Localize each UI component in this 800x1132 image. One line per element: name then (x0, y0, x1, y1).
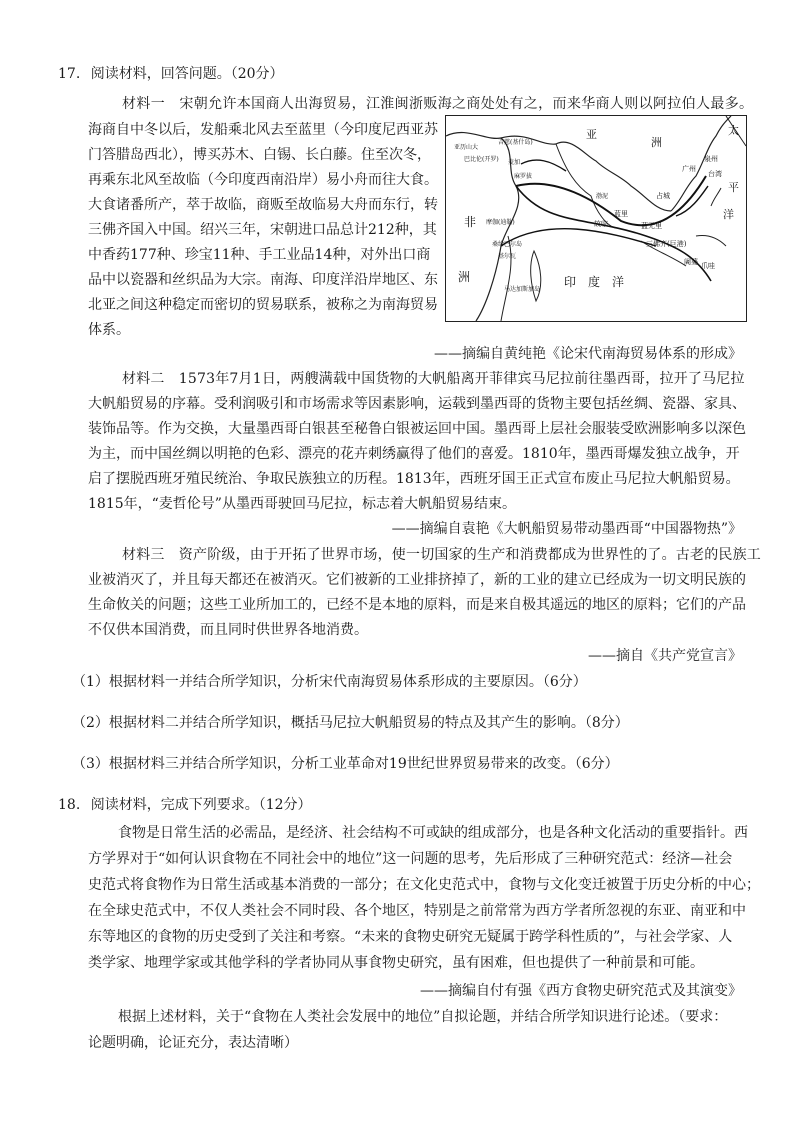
material2-line: 材料二 1573年7月1日，两艘满载中国货物的大帆船离开菲律宾马尼拉前往墨西哥，拉开了马尼拉 (122, 371, 745, 387)
map-label: 三佛齐(巨港) (646, 240, 687, 248)
material3-line: 业被消灭了，并且每天都还在被消灭。它们被新的工业排挤掉了，新的工业的建立已经成为一切文明民族的 (88, 572, 746, 588)
material1-line: 门答腊岛西北），博买苏木、白锡、长白藤。住至次冬， (88, 147, 431, 163)
material1-line: 大食诸番所产，萃于故临，商贩至故临易大舟而东行，转 (88, 197, 438, 213)
map-label: 平 (728, 181, 739, 194)
map-label: 爪哇 (701, 262, 715, 270)
material3-line: 生命攸关的问题；这些工业所加工的，已经不是本地的原料，而是来自极其遥远的地区的原料；它们的产品 (88, 597, 746, 613)
q18-paragraph-line: 东等地区的食物的历史受到了关注和考察。“未来的食物史研究无疑属于跨学科性质的”，与社会学家、人 (88, 929, 733, 945)
map-label: 广州 (682, 165, 696, 173)
map-label: 麦加 (508, 159, 521, 166)
question-number: 17. (58, 66, 81, 82)
map-label: 洲 (651, 136, 662, 149)
material2-line: 1815年，“麦哲伦号”从墨西哥驶回马尼拉，标志着大帆船贸易结束。 (88, 496, 516, 512)
map-label: 吉慈(基什岛) (498, 139, 533, 146)
map-label: 故临 (594, 220, 608, 228)
material3-line: 材料三 资产阶级，由于开拓了世界市场，使一切国家的生产和消费都成为世界性的了。古老的民族工 (122, 547, 761, 563)
map-label: 洲 (458, 270, 471, 284)
map-label: 洋 (723, 208, 734, 221)
map-label: 巴比伦(开罗) (464, 156, 499, 163)
map-label: 摩伽(迪勒) (486, 219, 515, 226)
material1-line: 再乘东北风至故临（今印度西南沿岸）易小舟而往大食。 (88, 172, 438, 188)
material2-line: 为主，而中国丝绸以明艳的色彩、漂亮的花卉刺绣赢得了他们的喜爱。1810年，墨西哥爆发独立战争，开 (88, 446, 740, 462)
map-label: 阇婆 (684, 258, 698, 266)
q18-task-line: 论题明确，论证充分，表达清晰） (88, 1035, 298, 1051)
map-label: 基尔瓦 (498, 253, 517, 260)
material1-line: 品中以瓷器和丝织品为大宗。南海、印度洋沿岸地区、东 (88, 272, 438, 288)
q18-task-line: 根据上述材料，关于“食物在人类社会发展中的地位”自拟论题，并结合所学知识进行论述。（要求： (118, 1009, 728, 1025)
material1-line: 三佛齐国入中国。绍兴三年，宋朝进口品总计212种，其 (88, 222, 437, 238)
map-label: 占城 (656, 192, 670, 200)
material1-source: ——摘编自黄纯艳《论宋代南海贸易体系的形成》 (434, 346, 742, 362)
question-17-header (58, 64, 284, 84)
trade-route-map (445, 115, 747, 322)
material2-line: 装饰品等。作为交换，大量墨西哥白银甚至秘鲁白银被运回中国。墨西哥上层社会服装受欧洲影响多以深色 (88, 421, 746, 437)
q18-paragraph-line: 在全球史范式中，不仅人类社会不同时段、各个地区，特别是之前常常为西方学者所忽视的东亚、南亚和中 (88, 903, 746, 919)
material1-line: 海商自中冬以后，发船乘北风去至蓝里（今印度尼西亚苏 (88, 122, 438, 138)
material1-line: 体系。 (88, 322, 130, 338)
map-label: 印 度 洋 (564, 275, 625, 289)
q18-paragraph-line: 方学界对于“如何认识食物在不同社会中的地位”这一问题的思考，先后形成了三种研究范式：经济—社会 (88, 851, 733, 867)
q18-paragraph-line: 史范式将食物作为日常生活或基本消费的一部分；在文化史范式中，食物与文化变迁被置于历史分析的中心； (88, 877, 760, 893)
q18-source: ——摘编自付有强《西方食物史研究范式及其演变》 (420, 983, 742, 999)
map-svg (446, 116, 746, 321)
material3-line: 不仅供本国消费，而且同时供世界各地消费。 (88, 622, 368, 638)
q18-paragraph-line: 类学家、地理学家或其他学科的学者协同从事食物史研究，虽有困难，但也提供了一种前景和可能。 (88, 955, 704, 971)
map-label: 亚 (586, 128, 597, 141)
map-label: 渤泥 (596, 193, 609, 200)
subquestion-3: （3）根据材料三并结合所学知识，分析工业革命对19世纪世界贸易带来的改变。（6分） (72, 756, 619, 772)
map-label: 亚历山大 (454, 144, 479, 151)
map-label: 蓝无里 (641, 222, 662, 230)
map-label: 麻罗拔 (514, 173, 533, 180)
map-label: 台湾 (708, 170, 722, 178)
question-number: 18. (58, 797, 81, 813)
subquestion-1: （1）根据材料一并结合所学知识，分析宋代南海贸易体系形成的主要原因。（6分） (72, 674, 587, 690)
question-title: 阅读材料，完成下列要求。（12分） (90, 797, 312, 813)
material2-line: 启了摆脱西班牙殖民统治、争取民族独立的历程。1813年，西班牙国王正式宣布废止马尼拉大帆船贸易。 (88, 471, 740, 487)
question-title: 阅读材料，回答问题。（20分） (90, 66, 284, 82)
map-label: 桑给巴尔岛 (492, 241, 523, 248)
material3-source: ——摘自《共产党宣言》 (588, 648, 742, 664)
material1-line: 材料一 宋朝允许本国商人出海贸易，江淮闽浙贩海之商处处有之，而来华商人则以阿拉伯人最多。 (122, 96, 754, 112)
question-18-header (58, 795, 312, 815)
material2-source: ——摘编自袁艳《大帆船贸易带动墨西哥“中国器物热”》 (391, 521, 742, 537)
map-label: 太 (728, 124, 739, 137)
q18-paragraph-line: 食物是日常生活的必需品，是经济、社会结构不可或缺的组成部分，也是各种文化活动的重要指针。西 (118, 825, 748, 841)
material2-line: 大帆船贸易的序幕。受利润吸引和市场需求等因素影响，运载到墨西哥的货物主要包括丝绸、瓷器、家具、 (88, 396, 746, 412)
map-label: 非 (464, 215, 477, 229)
map-label: 马达加斯加岛 (504, 286, 541, 293)
subquestion-2: （2）根据材料二并结合所学知识，概括马尼拉大帆船贸易的特点及其产生的影响。（8分） (72, 715, 629, 731)
map-label: 泉州 (704, 155, 718, 163)
map-label: 蓝里 (614, 210, 628, 218)
material1-line: 北亚之间这种稳定而密切的贸易联系，被称之为南海贸易 (88, 297, 438, 313)
material1-line: 中香药177种、珍宝11种、手工业品14种，对外出口商 (88, 247, 431, 263)
